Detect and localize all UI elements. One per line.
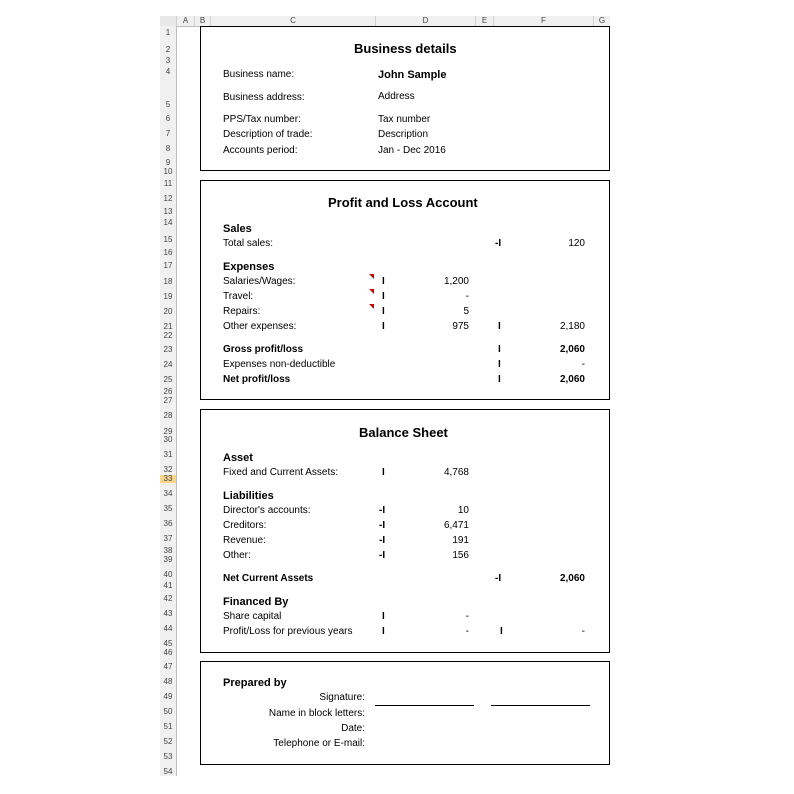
fixed-assets-label: Fixed and Current Assets: — [223, 467, 339, 478]
row-header-47[interactable]: 47 — [163, 662, 173, 671]
total-sales-label: Total sales: — [223, 238, 274, 249]
row-header-11[interactable]: 11 — [163, 179, 173, 188]
row-header-53[interactable]: 53 — [163, 752, 173, 761]
column-header-d[interactable]: D — [375, 16, 475, 26]
column-header-e[interactable]: E — [475, 16, 493, 26]
row-header-2[interactable]: 2 — [165, 45, 171, 54]
row-header-19[interactable]: 19 — [163, 292, 173, 301]
sales-heading: Sales — [223, 223, 252, 235]
nondeductible-value[interactable]: - — [581, 359, 585, 370]
revenue-label: Revenue: — [223, 535, 266, 546]
other-liabilities-marker: -I — [379, 550, 386, 561]
pps-value[interactable]: Tax number — [378, 114, 431, 125]
select-all-corner[interactable] — [160, 16, 176, 26]
column-header-c[interactable]: C — [210, 16, 375, 26]
row-header-36[interactable]: 36 — [163, 519, 173, 528]
other-liabilities-value[interactable]: 156 — [452, 550, 469, 561]
total-sales-marker: -I — [495, 238, 502, 249]
row-header-15[interactable]: 15 — [163, 235, 173, 244]
row-header-44[interactable]: 44 — [163, 624, 173, 633]
row-header-28[interactable]: 28 — [163, 411, 173, 420]
balance-sheet-title: Balance Sheet — [359, 425, 448, 440]
row-header-3[interactable]: 3 — [165, 56, 171, 65]
creditors-label: Creditors: — [223, 520, 267, 531]
net-profit-marker: I — [498, 374, 501, 385]
row-header-39[interactable]: 39 — [163, 555, 173, 564]
comment-indicator[interactable] — [369, 304, 374, 309]
row-header-16[interactable]: 16 — [163, 248, 173, 257]
salaries-value[interactable]: 1,200 — [443, 276, 469, 287]
repairs-label: Repairs: — [223, 306, 261, 317]
net-current-assets-marker: -I — [495, 573, 502, 584]
period-label: Accounts period: — [223, 145, 298, 156]
telephone-label: Telephone or E-mail: — [273, 738, 365, 749]
gross-profit-marker: I — [498, 344, 501, 355]
nondeductible-marker: I — [498, 359, 501, 370]
row-header-37[interactable]: 37 — [163, 534, 173, 543]
period-value[interactable]: Jan - Dec 2016 — [378, 145, 446, 156]
fixed-assets-value[interactable]: 4,768 — [443, 467, 469, 478]
row-header-12[interactable]: 12 — [163, 194, 173, 203]
travel-value[interactable]: - — [465, 291, 469, 302]
row-header-33[interactable]: 33 — [160, 475, 176, 483]
net-current-assets-label: Net Current Assets — [223, 573, 314, 584]
previous-years-total-value[interactable]: - — [581, 626, 585, 637]
row-header-14[interactable]: 14 — [163, 218, 173, 227]
row-header-41[interactable]: 41 — [163, 581, 173, 590]
expenses-total-marker: I — [498, 321, 501, 332]
prepared-by-heading: Prepared by — [223, 677, 287, 689]
row-header-6[interactable]: 6 — [165, 114, 171, 123]
row-header-17[interactable]: 17 — [163, 261, 173, 270]
salaries-label: Salaries/Wages: — [223, 276, 296, 287]
row-header-7[interactable]: 7 — [165, 129, 171, 138]
revenue-marker: -I — [379, 535, 386, 546]
row-header-27[interactable]: 27 — [163, 396, 173, 405]
business-address-label: Business address: — [223, 92, 305, 103]
comment-indicator[interactable] — [369, 289, 374, 294]
business-address-value[interactable]: Address — [378, 91, 415, 102]
row-header-21[interactable]: 21 — [163, 322, 173, 331]
row-header-54[interactable]: 54 — [163, 767, 173, 776]
share-capital-value[interactable]: - — [465, 611, 469, 622]
row-header-5[interactable]: 5 — [165, 100, 171, 109]
travel-marker: I — [382, 291, 385, 302]
trade-value[interactable]: Description — [378, 129, 429, 140]
travel-label: Travel: — [223, 291, 254, 302]
previous-years-value[interactable]: - — [465, 626, 469, 637]
row-header-43[interactable]: 43 — [163, 609, 173, 618]
trade-label: Description of trade: — [223, 129, 313, 140]
creditors-marker: -I — [379, 520, 386, 531]
row-header-22[interactable]: 22 — [163, 331, 173, 340]
row-header-52[interactable]: 52 — [163, 737, 173, 746]
signature-line-secondary[interactable] — [491, 705, 590, 706]
row-header-1[interactable]: 1 — [165, 28, 171, 37]
gross-profit-value[interactable]: 2,060 — [559, 344, 585, 355]
other-expenses-label: Other expenses: — [223, 321, 297, 332]
row-header-13[interactable]: 13 — [163, 207, 173, 216]
row-header-35[interactable]: 35 — [163, 504, 173, 513]
pps-label: PPS/Tax number: — [223, 114, 301, 125]
business-name-label: Business name: — [223, 69, 295, 80]
revenue-value[interactable]: 191 — [452, 535, 469, 546]
row-header-48[interactable]: 48 — [163, 677, 173, 686]
comment-indicator[interactable] — [369, 274, 374, 279]
net-profit-label: Net profit/loss — [223, 374, 291, 385]
row-header-25[interactable]: 25 — [163, 375, 173, 384]
row-header-bar — [160, 26, 177, 776]
row-header-8[interactable]: 8 — [165, 144, 171, 153]
row-header-42[interactable]: 42 — [163, 594, 173, 603]
column-header-b[interactable]: B — [194, 16, 210, 26]
row-header-50[interactable]: 50 — [163, 707, 173, 716]
previous-years-marker: I — [382, 626, 385, 637]
business-details-title: Business details — [354, 41, 457, 56]
asset-heading: Asset — [223, 452, 253, 464]
share-capital-marker: I — [382, 611, 385, 622]
row-header-10[interactable]: 10 — [163, 167, 173, 176]
other-expenses-marker: I — [382, 321, 385, 332]
expenses-total-value[interactable]: 2,180 — [559, 321, 585, 332]
profit-loss-title: Profit and Loss Account — [328, 195, 478, 210]
financed-by-heading: Financed By — [223, 596, 289, 608]
signature-label: Signature: — [319, 692, 365, 703]
row-header-29[interactable]: 29 — [163, 427, 173, 436]
row-header-31[interactable]: 31 — [163, 450, 173, 459]
gross-profit-label: Gross profit/loss — [223, 344, 304, 355]
row-header-9[interactable]: 9 — [165, 158, 171, 167]
salaries-marker: I — [382, 276, 385, 287]
previous-years-total-marker: I — [500, 626, 503, 637]
nondeductible-label: Expenses non-deductible — [223, 359, 336, 370]
share-capital-label: Share capital — [223, 611, 282, 622]
creditors-value[interactable]: 6,471 — [443, 520, 469, 531]
repairs-marker: I — [382, 306, 385, 317]
row-header-46[interactable]: 46 — [163, 648, 173, 657]
row-header-18[interactable]: 18 — [163, 277, 173, 286]
row-header-20[interactable]: 20 — [163, 307, 173, 316]
net-current-assets-value[interactable]: 2,060 — [559, 573, 585, 584]
row-header-26[interactable]: 26 — [163, 387, 173, 396]
column-header-f[interactable]: F — [493, 16, 593, 26]
column-header-g[interactable]: G — [593, 16, 610, 26]
director-accounts-value[interactable]: 10 — [457, 505, 469, 516]
fixed-assets-marker: I — [382, 467, 385, 478]
row-header-23[interactable]: 23 — [163, 345, 173, 354]
date-label: Date: — [341, 723, 365, 734]
row-header-4[interactable]: 4 — [165, 67, 171, 76]
row-header-32[interactable]: 32 — [163, 465, 173, 474]
other-expenses-value[interactable]: 975 — [452, 321, 469, 332]
director-accounts-label: Director's accounts: — [223, 505, 311, 516]
net-profit-value[interactable]: 2,060 — [559, 374, 585, 385]
previous-years-label: Profit/Loss for previous years — [223, 626, 353, 637]
liabilities-heading: Liabilities — [223, 490, 274, 502]
business-name-value[interactable]: John Sample — [378, 69, 447, 81]
row-header-38[interactable]: 38 — [163, 546, 173, 555]
row-header-30[interactable]: 30 — [163, 435, 173, 444]
director-accounts-marker: -I — [379, 505, 386, 516]
block-letters-label: Name in block letters: — [268, 708, 365, 719]
row-header-51[interactable]: 51 — [163, 722, 173, 731]
row-header-34[interactable]: 34 — [163, 489, 173, 498]
signature-line[interactable] — [375, 705, 474, 706]
row-header-49[interactable]: 49 — [163, 692, 173, 701]
expenses-heading: Expenses — [223, 261, 275, 273]
row-header-45[interactable]: 45 — [163, 639, 173, 648]
other-liabilities-label: Other: — [223, 550, 251, 561]
column-header-a[interactable]: A — [176, 16, 194, 26]
total-sales-value[interactable]: 120 — [568, 238, 585, 249]
row-header-40[interactable]: 40 — [163, 570, 173, 579]
row-header-24[interactable]: 24 — [163, 360, 173, 369]
repairs-value[interactable]: 5 — [463, 306, 469, 317]
